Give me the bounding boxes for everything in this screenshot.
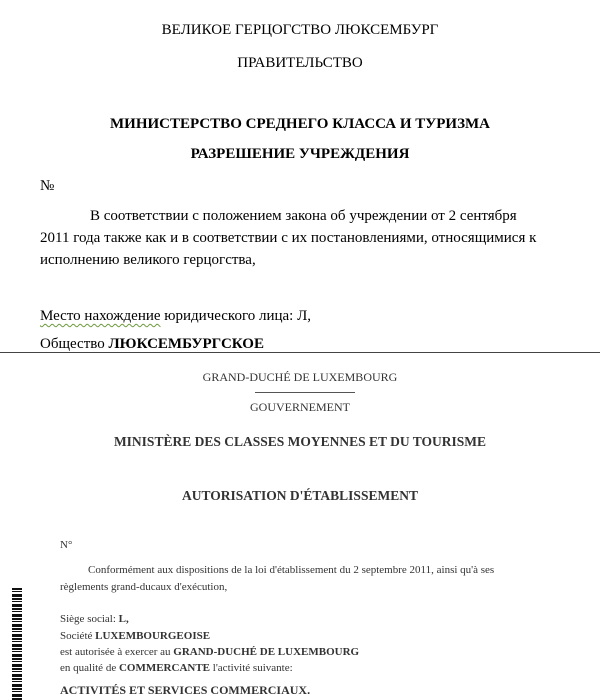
ru-seat-label: Место нахождение (40, 308, 161, 324)
fr-capacity-prefix: en qualité de (60, 662, 119, 674)
fr-ministry-heading: MINISTÈRE DES CLASSES MOYENNES ET DU TOURISME (113, 434, 487, 449)
ru-seat-rest: юридического лица: Л, (160, 308, 312, 324)
ru-seat-line (40, 305, 311, 327)
section-divider (0, 352, 600, 353)
fr-document-title: AUTORISATION D'ÉTABLISSEMENT (182, 488, 418, 503)
ru-government-heading: ПРАВИТЕЛЬСТВО (237, 55, 363, 71)
fr-preamble-line-2: règlements grand-ducaux d'exécution, (60, 581, 228, 593)
ru-number-label: № (40, 178, 55, 194)
ru-preamble-line-2: 2011 года также как и в соответствии с их постановлениями, относящимися к (40, 230, 537, 246)
fr-company-prefix: Société (60, 630, 96, 642)
fr-seat-label: Siège social: (60, 613, 119, 625)
fr-country-heading: GRAND-DUCHÉ DE LUXEMBOURG (202, 370, 398, 384)
ru-preamble-line-3: исполнению великого герцогства, (40, 252, 256, 268)
ru-document-title: РАЗРЕШЕНИЕ УЧРЕЖДЕНИЯ (190, 146, 410, 162)
barcode-strip (12, 588, 22, 700)
fr-number-label: N° (60, 539, 73, 551)
fr-seat-value: L, (118, 613, 129, 625)
fr-authorised-place: GRAND-DUCHÉ DE LUXEMBOURG (173, 646, 360, 658)
ru-company-prefix: Общество (40, 336, 109, 352)
ru-ministry-heading: МИНИСТЕРСТВО СРЕДНЕГО КЛАССА И ТУРИЗМА (110, 116, 490, 132)
fr-government-heading: GOUVERNEMENT (250, 400, 350, 414)
fr-preamble-line-1: Conformément aux dispositions de la loi d'établissement du 2 septembre 2011, ainsi qu'à ses (88, 564, 495, 576)
ru-preamble-line-1: В соответствии с положением закона об учреждении от 2 сентября (90, 208, 517, 224)
fr-capacity-value: COMMERCANTE (118, 662, 211, 674)
fr-authorised-text: est autorisée à exercer au (60, 646, 174, 658)
ru-company-name: ЛЮКСЕМБУРГСКОЕ (108, 336, 264, 352)
fr-heading-rule (255, 392, 355, 393)
fr-activity: ACTIVITÉS ET SERVICES COMMERCIAUX. (60, 683, 311, 697)
fr-seat-line (60, 610, 129, 628)
fr-capacity-suffix: l'activité suivante: (210, 662, 293, 674)
fr-capacity-line (60, 659, 293, 677)
fr-company-name: LUXEMBOURGEOISE (95, 630, 211, 642)
ru-country-heading: ВЕЛИКОЕ ГЕРЦОГСТВО ЛЮКСЕМБУРГ (161, 22, 439, 38)
